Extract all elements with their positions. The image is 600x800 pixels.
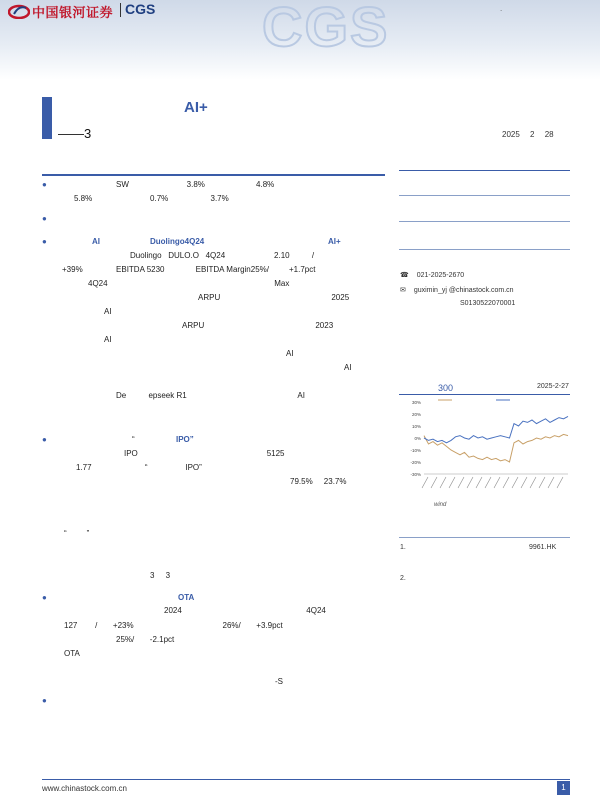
para3-line3: +39% EBITDA 5230 EBITDA Margin25%/ +1.7pct: [62, 265, 316, 274]
para5-line2: 2024 4Q24: [164, 606, 326, 615]
chart-xtick-label: [458, 477, 464, 488]
para3-line7: ARPU 2023: [182, 321, 334, 330]
analyst-phone: [400, 271, 464, 279]
para4-line3: 1.77 “ IPO”: [76, 463, 202, 472]
para3-line9: AI: [286, 349, 294, 358]
chart-xtick-label: [440, 477, 446, 488]
ref-1-num: 1.: [400, 544, 406, 551]
sidebar-rule: [399, 249, 570, 250]
para4-line2: IPO 5125: [124, 449, 285, 458]
ref-item-1: [400, 544, 557, 551]
para3-ai-heading: AI: [92, 237, 100, 246]
chart-xtick-label: [521, 477, 527, 488]
chart-xtick-label: [530, 477, 536, 488]
chart-xtick-label: [539, 477, 545, 488]
para4-line5: “ ”: [64, 529, 90, 538]
para5-ota-heading: OTA: [178, 593, 195, 602]
brand-name-en: CGS: [125, 1, 156, 17]
bullet-icon: ●: [42, 237, 47, 246]
para4-quote-open: “: [132, 435, 135, 444]
chart-xtick-label: [467, 477, 473, 488]
chart-ytick-label: -30%: [410, 472, 421, 477]
header-dot: .: [500, 4, 503, 13]
chart-xtick-label: [512, 477, 518, 488]
ref-1-code[interactable]: 9961.HK: [529, 544, 557, 551]
chart-ytick-label: 20%: [411, 412, 421, 417]
header-watermark: CGS: [262, 0, 390, 58]
sidebar-rule: [399, 170, 570, 171]
para1-line2: 5.8% 0.7% 3.7%: [74, 194, 229, 203]
report-date: 2025 2 28: [502, 130, 554, 139]
chart-title: 300: [438, 383, 454, 393]
bullet-icon: ●: [42, 180, 47, 189]
bullet-icon: ●: [42, 214, 47, 223]
brand-separator: [120, 3, 121, 17]
para3-line8: AI: [104, 335, 112, 344]
chart-source: wind: [434, 502, 447, 508]
chart-ytick-label: -10%: [410, 448, 421, 453]
para3-line4: 4Q24 Max: [88, 279, 290, 288]
para3-line2: Duolingo DULO.O 4Q24 2.10 /: [130, 251, 315, 260]
phone-number: 021-2025-2670: [416, 272, 465, 279]
phone-icon: ☎: [400, 272, 409, 279]
para3-line6: AI: [104, 307, 112, 316]
bullet-icon: ●: [42, 696, 47, 705]
sidebar-rule: [399, 537, 570, 538]
bullet-icon: ●: [42, 435, 47, 444]
para3-aiplus-heading: AI+: [328, 237, 341, 246]
chart-series-line-1: [424, 434, 568, 462]
brand-name-cn: 中国银河证券: [32, 5, 114, 20]
chart-xtick-label: [431, 477, 437, 488]
chart-ytick-label: 10%: [411, 424, 421, 429]
para3-line11: De epseek R1 AI: [116, 391, 305, 400]
title-accent-bar: [42, 97, 52, 139]
chart-xtick-label: [422, 477, 428, 488]
email-address[interactable]: guximin_yj @chinastock.com.cn: [413, 287, 514, 294]
para3-line5: ARPU 2025: [198, 293, 350, 302]
chart-ytick-label: -20%: [410, 460, 421, 465]
footer-url[interactable]: www.chinastock.com.cn: [42, 784, 127, 793]
chart-series-line-2: [424, 416, 568, 442]
chart-xtick-label: [485, 477, 491, 488]
analyst-email: [400, 286, 514, 294]
report-title: AI+: [184, 99, 208, 116]
index-performance-chart: [398, 396, 572, 512]
chart-ytick-label: 0%: [414, 436, 421, 441]
report-subtitle: ——3: [58, 126, 92, 141]
para3-duolingo-heading: Duolingo4Q24: [150, 237, 205, 246]
analyst-license: S0130522070001: [460, 300, 516, 307]
cgs-logo-icon: [8, 3, 30, 19]
para5-line5: OTA: [64, 649, 80, 658]
para4-line4: 79.5% 23.7%: [290, 477, 347, 486]
sidebar-rule: [399, 221, 570, 222]
chart-date: 2025-2-27: [537, 383, 569, 390]
main-divider: [42, 174, 385, 176]
para3-line10: AI: [344, 363, 352, 372]
bullet-icon: ●: [42, 593, 47, 602]
para5-line4: 25%/ -2.1pct: [116, 635, 175, 644]
chart-xtick-label: [494, 477, 500, 488]
page-number: 1: [557, 781, 570, 795]
chart-xtick-label: [503, 477, 509, 488]
chart-xtick-label: [476, 477, 482, 488]
para5-line6: -S: [275, 677, 283, 686]
sidebar-rule: [399, 195, 570, 196]
chart-ytick-label: 30%: [411, 400, 421, 405]
mail-icon: ✉: [400, 287, 406, 294]
chart-top-rule: [399, 394, 570, 395]
para1-line1: SW 3.8% 4.8%: [116, 180, 275, 189]
chart-xtick-label: [449, 477, 455, 488]
chart-xtick-label: [548, 477, 554, 488]
para5-line3: 127 / +23% 26%/ +3.9pct: [64, 621, 283, 630]
chart-xtick-label: [557, 477, 563, 488]
footer-rule: [42, 779, 570, 780]
para4-line6: 3 3: [150, 571, 171, 580]
para4-ipo-heading: IPO”: [176, 435, 194, 444]
ref-item-2-num: 2.: [400, 575, 406, 582]
